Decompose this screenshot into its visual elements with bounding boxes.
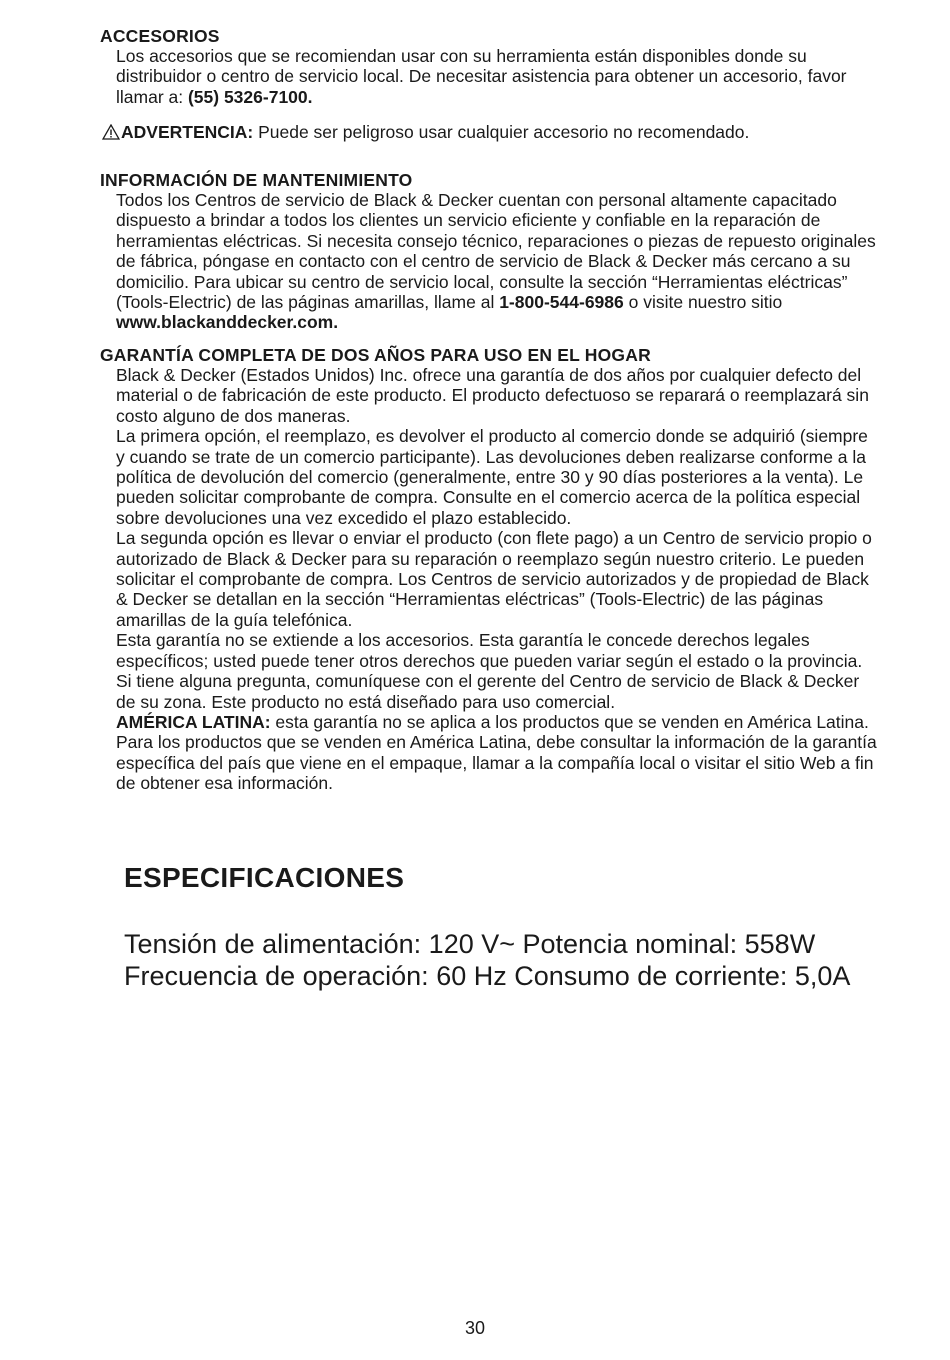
- mantenimiento-section: [100, 170, 880, 333]
- accesorios-body: [116, 46, 880, 107]
- mantenimiento-text: Todos los Centros de servicio de Black & Decker cuentan con personal altamente capacitado dispuesto a brindar a todos los clientes un servicio eficiente y confiable en la reparación de herramientas eléctricas. Si necesita consejo técnico, reparaciones o piezas de repuesto originales de fábrica, póngase en contacto con el centro de servicio de Black & Decker más cercano a su domicilio. Para ubicar su centro de servicio local, consulte la sección “Herramientas eléctricas” (Tools-Electric) de las páginas amarillas, llame al: [116, 190, 876, 313]
- garantia-paragraph-2: La primera opción, el reemplazo, es devolver el producto al comercio donde se adquirió (siempre y cuando se trate de un comercio participante). Las devoluciones deben realizarse conforme a la política de devolución del comercio (generalmente, entre 30 y 90 días posteriores a la venta). Le pueden solicitar comprobante de compra. Consulte en el comercio acerca de la política especial sobre devoluciones una vez excedido el plazo establecido.: [116, 426, 868, 528]
- garantia-paragraph-4: Esta garantía no se extiende a los accesorios. Esta garantía le concede derechos legales específicos; usted puede tener otros derechos que pueden variar según el estado o la provincia. Si tiene alguna pregunta, comuníquese con el gerente del Centro de servicio de Black & Decker de su zona. Este producto no está diseñado para uso comercial.: [116, 630, 863, 712]
- garantia-body: [116, 365, 880, 794]
- accesorios-phone: (55) 5326-7100.: [187, 86, 313, 107]
- warning-notice: [102, 122, 882, 144]
- accesorios-heading: ACCESORIOS: [100, 26, 220, 46]
- mantenimiento-phone: 1-800-544-6986: [499, 292, 624, 313]
- garantia-latam-paragraph: [116, 712, 880, 794]
- garantia-heading: GARANTÍA COMPLETA DE DOS AÑOS PARA USO EN EL HOGAR: [100, 345, 651, 365]
- mantenimiento-website: www.blackanddecker.com.: [116, 312, 339, 333]
- accesorios-text: Los accesorios que se recomiendan usar con su herramienta están disponibles donde su distribuidor o centro de servicio local. De necesitar asistencia para obtener un accesorio, favor llamar a:: [116, 46, 847, 107]
- warning-label: ADVERTENCIA:: [121, 122, 254, 142]
- garantia-paragraph-3: La segunda opción es llevar o enviar el producto (con flete pago) a un Centro de servicio propio o autorizado de Black & Decker para su reparación o reemplazo según nuestro criterio. Le pueden solicitar el comprobante de compra. Los Centros de servicio autorizados y de propiedad de Black & Decker se detallan en la sección “Herramientas eléctricas” (Tools-Electric) de las páginas amarillas de la guía telefónica.: [116, 528, 872, 630]
- accesorios-paragraph: [116, 46, 880, 107]
- warning-text: Puede ser peligroso usar cualquier accesorio no recomendado.: [253, 122, 750, 142]
- accesorios-section: [100, 26, 880, 107]
- spec-line-1: Tensión de alimentación: 120 V~ Potencia nominal: 558W: [124, 929, 816, 959]
- mantenimiento-heading: INFORMACIÓN DE MANTENIMIENTO: [100, 170, 413, 190]
- warning-triangle-icon: [102, 124, 120, 144]
- especificaciones-heading: ESPECIFICACIONES: [124, 862, 405, 893]
- mantenimiento-paragraph: [116, 190, 880, 333]
- garantia-section: [100, 345, 880, 794]
- garantia-latam-text: esta garantía no se aplica a los productos que se venden en América Latina. Para los productos que se venden en América Latina, debe consultar la información de la garantía específica del país que viene en el empaque, llamar a la compañía local o visitar el sitio Web a fin de obtener esa información.: [116, 711, 877, 794]
- page-number: 30: [464, 1318, 486, 1338]
- garantia-paragraph-1: Black & Decker (Estados Unidos) Inc. ofrece una garantía de dos años por cualquier defecto del material o de fabricación de este producto. El producto defectuoso se reparará o reemplazará sin costo alguno de dos maneras.: [116, 365, 869, 426]
- garantia-latam-label: AMÉRICA LATINA:: [116, 711, 271, 732]
- mantenimiento-body: [116, 190, 880, 333]
- spec-line-2: Frecuencia de operación: 60 Hz Consumo de corriente: 5,0A: [124, 961, 851, 991]
- mantenimiento-mid: o visite nuestro sitio: [623, 292, 783, 313]
